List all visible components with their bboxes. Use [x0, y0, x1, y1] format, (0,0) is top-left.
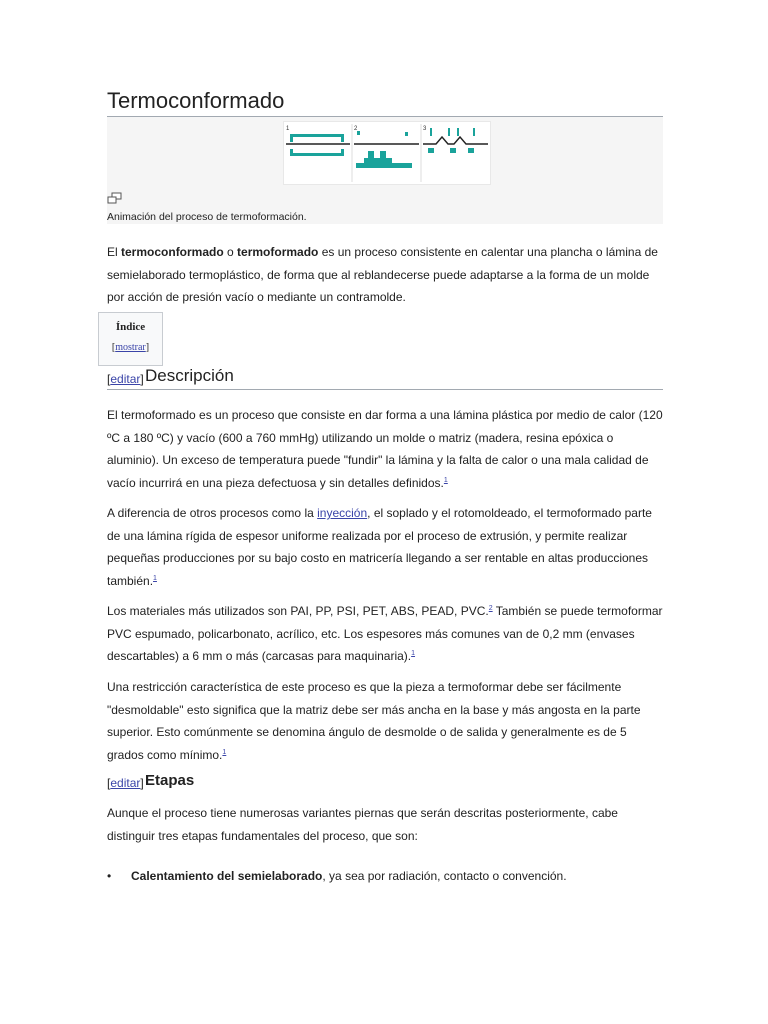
descripcion-paragraph-3: Los materiales más utilizados son PAI, PP, PSI, PET, ABS, PEAD, PVC.$^2$ También se puede termoformar PVC espumado, policarbonato, acrílico, etc. Los espesores más comunes van de 0,2 mm (envases descartables) a 6 mm o más (carcasas para maquinaria).$^1$: [107, 604, 663, 664]
section-heading-etapas: [107, 772, 663, 792]
descripcion-paragraph-4: Una restricción característica de este proceso es que la pieza a termoformar debe ser fácilmente "desmoldable" esto significa que la matriz debe ser más ancha en la base y más angosta en la parte superior. Esto comúnmente se denomina ángulo de desmolde o de salida y generalmente es de 5 grados como mínimo.$^1$: [107, 680, 641, 763]
panel-label-3: 3: [423, 126, 427, 132]
figure-caption: Animación del proceso de termoformación.: [107, 211, 307, 223]
edit-section-link-wrapper: [editar]: [107, 372, 144, 386]
panel-label-2: 2: [354, 126, 358, 132]
figure-thumbnail: [107, 117, 663, 224]
bullet-icon: •: [107, 869, 112, 883]
page-title: Termoconformado: [107, 88, 285, 113]
reference-link[interactable]: 1: [411, 650, 416, 658]
reference-link[interactable]: 1: [443, 477, 448, 485]
thermoforming-animation[interactable]: [283, 121, 491, 185]
magnify-icon[interactable]: [107, 192, 123, 204]
edit-section-link-wrapper: [editar]: [107, 776, 144, 790]
section-heading-descripcion: [107, 367, 663, 390]
bullet-bold-text: Calentamiento del semielaborado: [131, 869, 323, 883]
panel-label-1: 1: [286, 126, 290, 132]
toc-toggle: [mostrar]: [111, 342, 150, 353]
reference-link[interactable]: 1: [153, 575, 157, 583]
toc-title: Índice: [115, 321, 146, 333]
toc-show-link[interactable]: mostrar: [115, 342, 146, 353]
term-termoconformado: termoconformado: [121, 245, 224, 259]
reference-link[interactable]: 1: [222, 749, 227, 757]
edit-section-link[interactable]: editar: [110, 776, 141, 790]
descripcion-paragraph-2: A diferencia de otros procesos como la inyección, el soplado y el rotomoldeado, el termoformado parte de una lámina rígida de espesor uniforme realizada por el proceso de extrusión, y permite realizar pequeñas producciones por su bajo costo en matricería llegando a ser rentable en altas producciones también.$^1$: [107, 506, 652, 589]
reference-link[interactable]: 2: [488, 605, 493, 612]
section-heading-text: Descripción: [145, 366, 234, 385]
intro-paragraph: El termoconformado o termoformado es un proceso consistente en calentar una plancha o lámina de semielaborado termoplástico, de forma que al reblandecerse puede adaptarse a la forma de un molde por acción de presión vacío o mediante un contramolde.: [107, 245, 658, 305]
term-termoformado: termoformado: [237, 245, 319, 259]
inyeccion-link[interactable]: inyección: [317, 506, 368, 520]
edit-section-link[interactable]: editar: [110, 372, 141, 386]
table-of-contents: [98, 312, 163, 366]
etapas-paragraph-1: Aunque el proceso tiene numerosas variantes piernas que serán descritas posteriormente, cabe distinguir tres etapas fundamentales del proceso, que son:: [107, 806, 618, 843]
descripcion-paragraph-1: El termoformado es un proceso que consiste en dar forma a una lámina plástica por medio de calor (120 ºC a 180 ºC) y vacío (600 a 760 mmHg) utilizando un molde o matriz (madera, resina epóxica o aluminio). Un exceso de temperatura puede "fundir" la lámina y la falta de calor o una mala calidad de vacío incurrirá en una pieza defectuosa y sin detalles definidos.$^1$: [107, 408, 663, 491]
section-heading-text: Etapas: [145, 772, 195, 789]
